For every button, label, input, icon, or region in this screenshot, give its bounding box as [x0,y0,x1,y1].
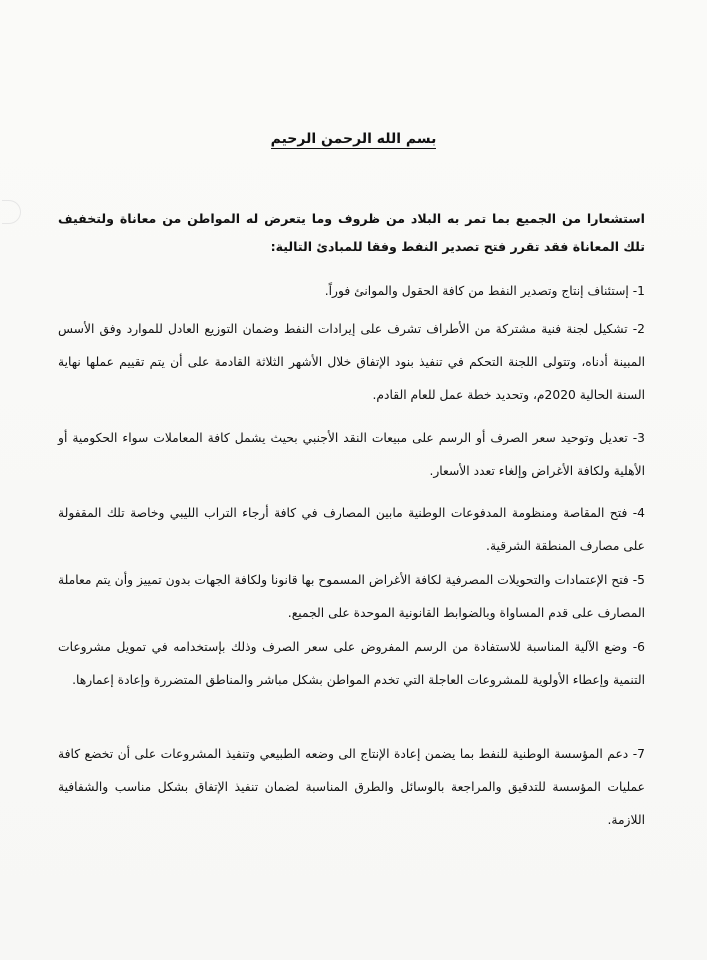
basmala-heading: بسم الله الرحمن الرحيم [270,131,437,147]
list-item-6: 6- وضع الآلية المناسبة للاستفادة من الرسم المفروض على سعر الصرف وذلك بإستخدامه في تمويل مشروعات التنمية وإعطاء الأولوية للمشروعات العاجلة التي تخدم المواطن بشكل مباشر والمناطق المتضررة وإعادة إعمارها. [58,640,645,687]
punch-hole-mark [2,200,21,224]
list-item-3: 3- تعديل وتوحيد سعر الصرف أو الرسم على مبيعات النقد الأجنبي بحيث يشمل كافة المعاملات سواء الحكومية أو الأهلية ولكافة الأغراض وإلغاء تعدد الأسعار. [58,431,645,478]
document-title [0,131,707,147]
intro-paragraph: استشعارا من الجميع بما تمر به البلاد من ظروف وما يتعرض له المواطن من معاناة ولتخفيف تلك المعاناة فقد تقرر فتح تصدير النفط وفقا للمبادئ التالية: [58,211,645,254]
list-item-4: 4- فتح المقاصة ومنظومة المدفوعات الوطنية مابين المصارف في كافة أرجاء التراب الليبي وخاصة تلك المقفولة على مصارف المنطقة الشرقية. [58,506,645,553]
list-item-5: 5- فتح الإعتمادات والتحويلات المصرفية لكافة الأغراض المسموح بها قانونا ولكافة الجهات بدون تمييز وأن يتم معاملة المصارف على قدم المساواة وبالضوابط القانونية الموحدة على الجميع. [58,573,645,620]
list-item-2: 2- تشكيل لجنة فنية مشتركة من الأطراف تشرف على إيرادات النفط وضمان التوزيع العادل للموارد وفق الأسس المبينة أدناه، وتتولى اللجنة التحكم في تنفيذ بنود الإتفاق خلال الأشهر الثلاثة القادمة على أن يتم تقييم عملها نهاية السنة الحالية 2020م، وتحديد خطة عمل للعام القادم. [58,322,645,402]
list-item-1: 1- إستئناف إنتاج وتصدير النفط من كافة الحقول والموانئ فوراً. [324,284,645,298]
list-item-7: 7- دعم المؤسسة الوطنية للنفط بما يضمن إعادة الإنتاج الى وضعه الطبيعي وتنفيذ المشروعات على أن تخضع كافة عمليات المؤسسة للتدقيق والمراجعة بالوسائل والطرق المناسبة لضمان تنفيذ الإتفاق بشكل مناسب والشفافية اللازمة. [58,747,645,827]
